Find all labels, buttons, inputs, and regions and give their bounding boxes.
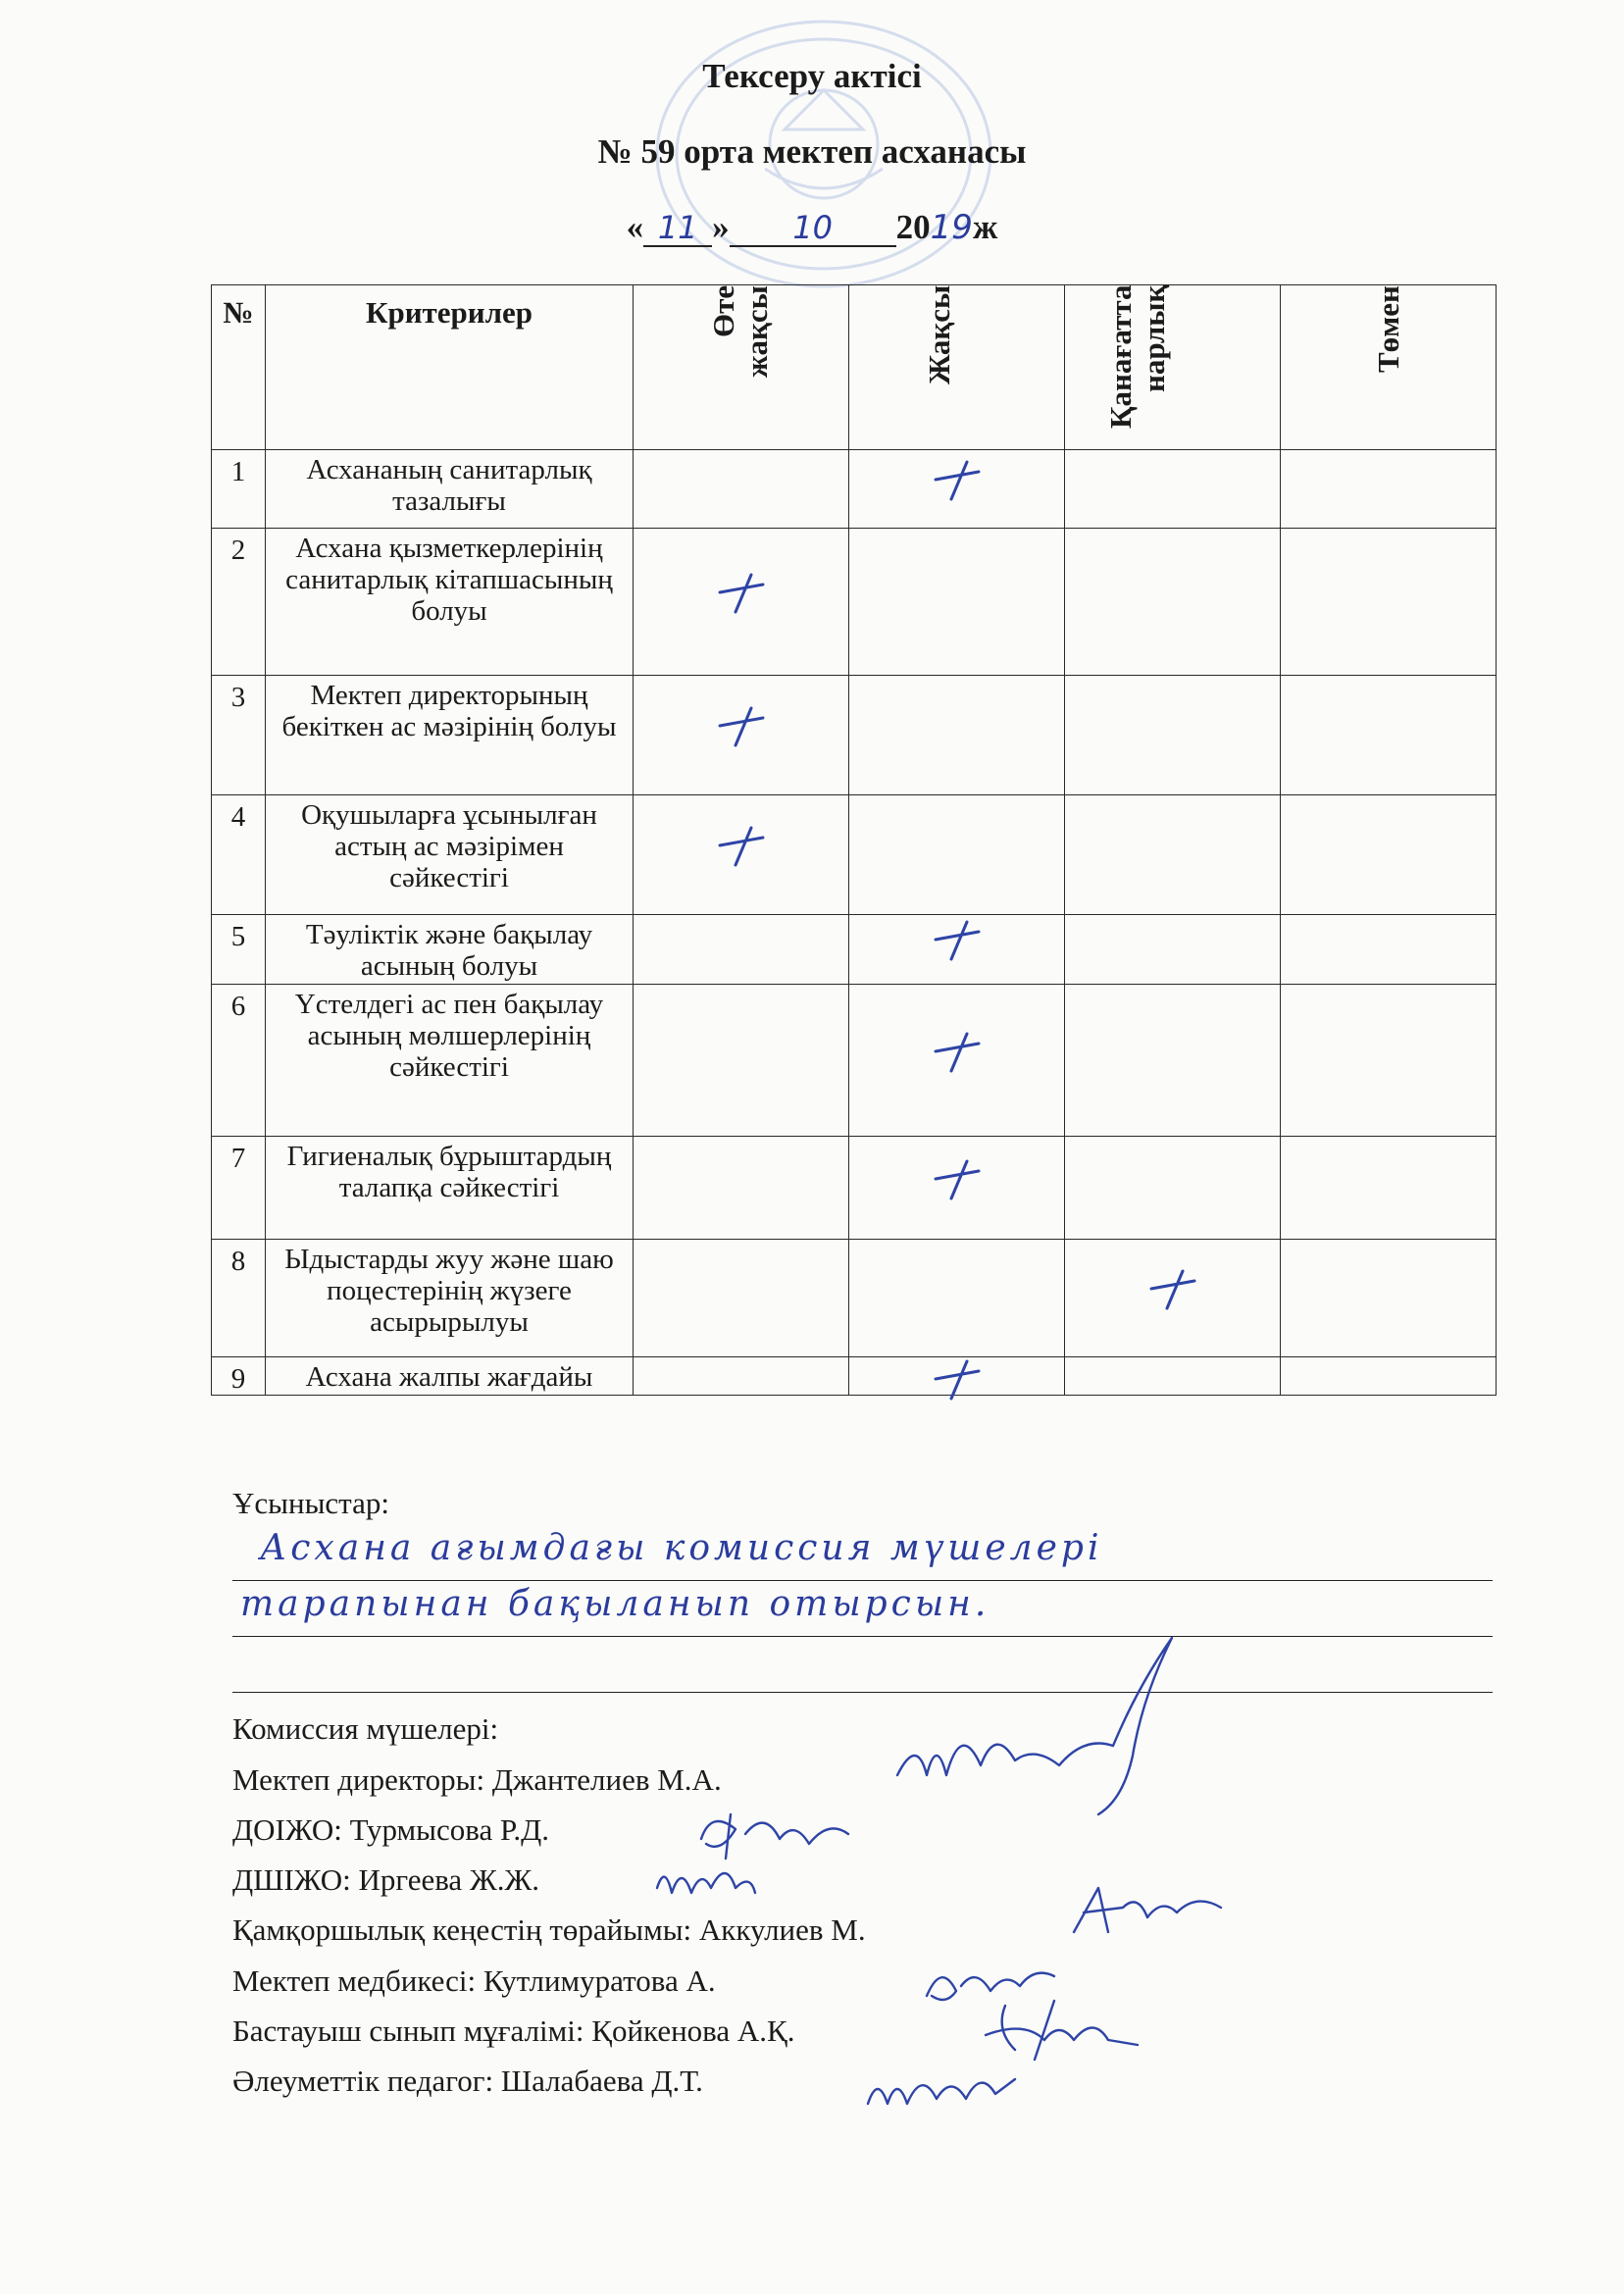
date-month: 10 [730, 210, 896, 247]
member-nurse: Мектеп медбикесі: Кутлимуратова А. [232, 1963, 716, 1998]
row-criterion: Ыдыстарды жуу және шаю поцестерінің жүзеге асырырылуы [266, 1240, 634, 1357]
member-teacher: Бастауыш сынып мұғалімі: Қойкенова А.Қ. [232, 2014, 795, 2048]
check-mark-icon [930, 918, 985, 961]
row-criterion: Мектеп директорының бекіткен ас мәзірінің болуы [266, 676, 634, 795]
rating-cell-satisfactory [1065, 915, 1281, 985]
check-mark-icon [930, 1157, 985, 1200]
member-director: Мектеп директоры: Джантелиев М.А. [232, 1762, 722, 1797]
rating-cell-satisfactory [1065, 985, 1281, 1137]
column-header-good [849, 285, 1065, 450]
check-mark-icon [930, 1030, 985, 1073]
column-header-low-label: Төмен [1370, 285, 1405, 373]
member-doizho: ДОІЖО: Турмысова Р.Д. [232, 1812, 549, 1847]
rating-cell-good [849, 985, 1065, 1137]
row-number: 4 [212, 795, 266, 915]
document-date [0, 208, 1624, 247]
check-mark-icon [714, 704, 769, 747]
row-number: 1 [212, 450, 266, 529]
check-mark-icon [930, 1357, 985, 1401]
signature-icon-social-pedagogue [858, 2060, 1025, 2123]
row-number: 5 [212, 915, 266, 985]
rating-cell-low [1281, 1240, 1497, 1357]
rating-cell-good [849, 795, 1065, 915]
rating-cell-low [1281, 1137, 1497, 1240]
date-day: 11 [643, 210, 712, 247]
table-body [212, 450, 1497, 1396]
rating-cell-satisfactory [1065, 529, 1281, 676]
rating-cell-low [1281, 795, 1497, 915]
rating-cell-satisfactory [1065, 1137, 1281, 1240]
row-number: 6 [212, 985, 266, 1137]
row-criterion: Асхана жалпы жағдайы [266, 1357, 634, 1396]
rating-cell-excellent [634, 985, 849, 1137]
member-board-chair: Қамқоршылық кеңестің төрайымы: Аккулиев М. [232, 1912, 866, 1947]
document-title: Тексеру актісі [702, 57, 922, 95]
rating-cell-excellent [634, 1137, 849, 1240]
recommendation-handwritten-1: Асхана ағымдағы комиссия мүшелері [260, 1528, 1103, 1568]
rating-cell-excellent [634, 1240, 849, 1357]
table-row [212, 985, 1497, 1137]
signature-icon-board-chair [1064, 1878, 1231, 1942]
signature-icon-director [888, 1628, 1211, 1824]
date-year-prefix: 20 [895, 208, 931, 246]
recommendation-handwritten-2: тарапынан бақыланып отырсын. [240, 1584, 990, 1624]
row-criterion: Гигиеналық бұрыштардың талапқа сәйкестігі [266, 1137, 634, 1240]
row-criterion: Тәуліктік және бақылау асының болуы [266, 915, 634, 985]
date-close-quote: » [712, 208, 730, 246]
column-header-num: № [212, 285, 266, 450]
row-number: 9 [212, 1357, 266, 1396]
column-header-satisfactory-label: Қанағаттанарлық [1102, 285, 1171, 430]
table-row [212, 1357, 1497, 1396]
rating-cell-good [849, 915, 1065, 985]
recommendations-label: Ұсыныстар: [232, 1486, 389, 1520]
inspection-table [211, 284, 1497, 1396]
column-header-low [1281, 285, 1497, 450]
row-number: 8 [212, 1240, 266, 1357]
date-year-suffix: 19 [930, 208, 973, 247]
rating-cell-satisfactory [1065, 1240, 1281, 1357]
check-mark-icon [714, 824, 769, 867]
table-row [212, 450, 1497, 529]
rating-cell-satisfactory [1065, 676, 1281, 795]
rating-cell-excellent [634, 676, 849, 795]
check-mark-icon [1145, 1267, 1200, 1310]
rating-cell-excellent [634, 795, 849, 915]
rating-cell-low [1281, 529, 1497, 676]
rating-cell-good [849, 1357, 1065, 1396]
column-header-good-label: Жақсы [921, 285, 956, 385]
rating-cell-satisfactory [1065, 1357, 1281, 1396]
signature-icon-teacher [976, 1991, 1147, 2069]
table-row [212, 795, 1497, 915]
rating-cell-good [849, 1137, 1065, 1240]
rating-cell-low [1281, 1357, 1497, 1396]
rating-cell-good [849, 529, 1065, 676]
table-row [212, 1137, 1497, 1240]
table-row [212, 915, 1497, 985]
rating-cell-low [1281, 450, 1497, 529]
rating-cell-low [1281, 985, 1497, 1137]
table-header-row [212, 285, 1497, 450]
rating-cell-excellent [634, 529, 849, 676]
rating-cell-good [849, 1240, 1065, 1357]
rating-cell-low [1281, 676, 1497, 795]
rating-cell-satisfactory [1065, 450, 1281, 529]
rating-cell-low [1281, 915, 1497, 985]
check-mark-icon [714, 571, 769, 614]
row-number: 3 [212, 676, 266, 795]
rating-cell-excellent [634, 1357, 849, 1396]
member-dshizho: ДШІЖО: Иргеева Ж.Ж. [232, 1862, 539, 1897]
rating-cell-excellent [634, 450, 849, 529]
rating-cell-satisfactory [1065, 795, 1281, 915]
column-header-excellent [634, 285, 849, 450]
column-header-satisfactory [1065, 285, 1281, 450]
school-name: № 59 орта мектеп асханасы [597, 132, 1027, 171]
row-criterion: Асхананың санитарлық тазалығы [266, 450, 634, 529]
check-mark-icon [930, 458, 985, 501]
row-number: 7 [212, 1137, 266, 1240]
table-row [212, 529, 1497, 676]
date-suffix: ж [972, 208, 998, 246]
rating-cell-excellent [634, 915, 849, 985]
row-criterion: Оқушыларға ұсынылған астың ас мәзірімен сәйкестігі [266, 795, 634, 915]
column-header-excellent-label: Өте жақсы [705, 285, 774, 378]
row-number: 2 [212, 529, 266, 676]
date-open-quote: « [626, 208, 644, 246]
row-criterion: Үстелдегі ас пен бақылау асының мөлшерлерінің сәйкестігі [266, 985, 634, 1137]
recommendation-line-3 [232, 1647, 1493, 1693]
row-criterion: Асхана қызметкерлерінің санитарлық кітапшасының болуы [266, 529, 634, 676]
rating-cell-good [849, 450, 1065, 529]
commission-heading: Комиссия мүшелері: [232, 1711, 499, 1746]
column-header-criteria: Критерилер [266, 285, 634, 450]
member-social-pedagogue: Әлеуметтік педагог: Шалабаева Д.Т. [232, 2064, 703, 2098]
table-row [212, 676, 1497, 795]
signature-icon-dshizho [647, 1849, 765, 1908]
rating-cell-good [849, 676, 1065, 795]
table-row [212, 1240, 1497, 1357]
